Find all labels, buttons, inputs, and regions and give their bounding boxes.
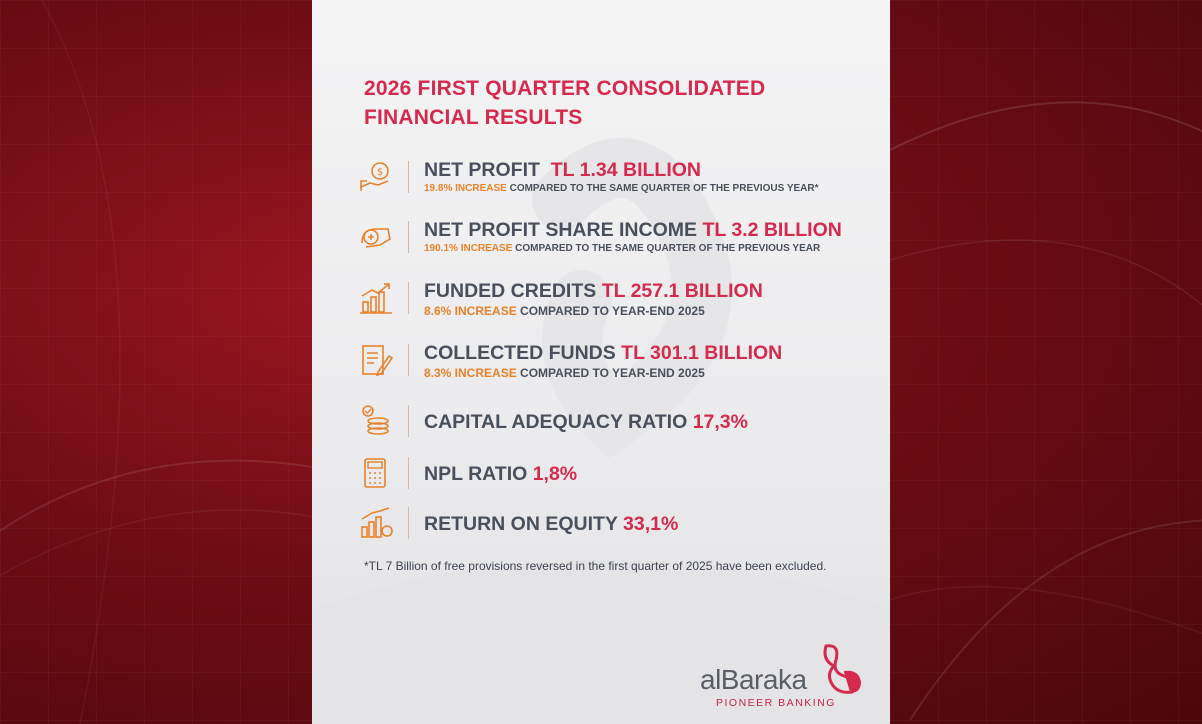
metric-change-note: COMPARED TO YEAR-END 2025 — [516, 304, 705, 318]
metric-label: NET PROFIT — [424, 159, 540, 181]
metric-change-note: COMPARED TO THE SAME QUARTER OF THE PREVIOUS YEAR* — [506, 183, 819, 194]
calculator-icon — [358, 455, 394, 491]
metric-value: TL 1.34 BILLION — [550, 159, 702, 181]
metric-value: 1,8% — [532, 463, 578, 485]
logo-brand: alBaraka — [700, 664, 807, 695]
metric-label: NET PROFIT SHARE INCOME — [424, 219, 698, 241]
albaraka-mark-icon — [818, 642, 864, 694]
metric-value: TL 257.1 BILLION — [601, 280, 763, 302]
logo-tagline: PIONEER BANKING — [716, 697, 836, 709]
coin-stack-icon — [358, 403, 394, 439]
metric-value: TL 3.2 BILLION — [702, 219, 842, 241]
metric-capital-adequacy-ratio — [358, 401, 878, 447]
results-card — [312, 0, 890, 724]
metric-return-on-equity — [358, 503, 878, 549]
bar-chart-coins-icon — [358, 505, 394, 541]
metric-label: RETURN ON EQUITY — [424, 513, 618, 535]
background-right — [890, 0, 1202, 724]
metric-funded-credits — [358, 278, 878, 324]
svg-text:$: $ — [376, 167, 384, 178]
metric-value: TL 301.1 BILLION — [621, 342, 783, 364]
metric-change: 19.8% INCREASE — [424, 183, 507, 194]
metric-npl-ratio — [358, 453, 878, 499]
metric-change-note: COMPARED TO THE SAME QUARTER OF THE PREVIOUS YEAR — [512, 243, 821, 254]
metric-collected-funds — [358, 340, 878, 386]
growth-chart-icon — [358, 280, 394, 316]
metric-label: FUNDED CREDITS — [424, 280, 597, 302]
metric-label: CAPITAL ADEQUACY RATIO — [424, 411, 688, 433]
metric-change-note: COMPARED TO YEAR-END 2025 — [516, 366, 705, 380]
metric-net-profit — [358, 157, 878, 203]
metric-net-profit-share-income — [358, 217, 878, 263]
background-left — [0, 0, 312, 724]
money-hand-icon — [358, 159, 394, 195]
metric-label: COLLECTED FUNDS — [424, 342, 616, 364]
metric-change: 8.6% INCREASE — [424, 304, 517, 318]
document-pen-icon — [358, 342, 394, 378]
metric-change: 190.1% INCREASE — [424, 243, 513, 254]
footnote: *TL 7 Billion of free provisions reversed in the first quarter of 2025 have been excluded. — [364, 559, 827, 573]
metric-label: NPL RATIO — [424, 463, 528, 485]
metric-value: 17,3% — [692, 411, 748, 433]
page-title: 2026 FIRST QUARTER CONSOLIDATED FINANCIAL RESULTS — [364, 77, 766, 129]
metric-value: 33,1% — [623, 513, 679, 535]
albaraka-logo — [700, 642, 870, 712]
metric-change: 8.3% INCREASE — [424, 366, 517, 380]
coin-hand-icon — [358, 219, 394, 255]
